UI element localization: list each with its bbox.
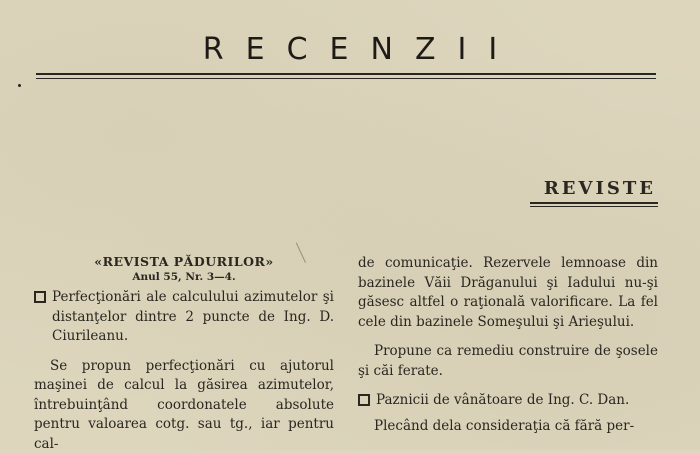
title-rule-thick: [36, 73, 656, 75]
section-rule-thick: [530, 202, 658, 204]
section-heading: REVISTE: [544, 178, 656, 199]
section-rule-thin: [530, 206, 658, 207]
article-entry: [358, 391, 658, 411]
margin-dot: [18, 84, 21, 87]
checkbox-square-icon: [358, 394, 370, 406]
page-title: RECENZII: [0, 32, 700, 67]
checkbox-square-icon: [34, 291, 46, 303]
title-rule-thin: [36, 78, 656, 79]
paragraph: Se propun perfecţionări cu ajutorul maşinei de calcul la găsirea azimutelor, întrebuinţând coordonatele absolute pentru valoarea cotg. sau tg., iar pentru cal-: [34, 357, 334, 454]
article-entry: [34, 288, 334, 347]
paragraph: Propune ca remediu construire de şosele şi căi ferate.: [358, 342, 658, 381]
left-column: [34, 254, 334, 454]
article-title: Paznicii de vânătoare de Ing. C. Dan.: [376, 391, 629, 411]
right-column: [358, 254, 658, 436]
article-title: Perfecţionări ale calculului azimutelor şi distanţelor dintre 2 puncte de Ing. D. Ciurileanu.: [52, 288, 334, 347]
paragraph-continuation: de comunicaţie. Rezervele lemnoase din bazinele Văii Drăganului şi Iadului nu-şi găsesc altfel o raţională valorificare. La fel cele din bazinele Someşului şi Arieşului.: [358, 254, 658, 332]
paragraph: Plecând dela consideraţia că fără per-: [358, 417, 658, 437]
journal-issue: Anul 55, Nr. 3—4.: [34, 270, 334, 284]
journal-title: «REVISTA PĂDURILOR»: [34, 254, 334, 270]
